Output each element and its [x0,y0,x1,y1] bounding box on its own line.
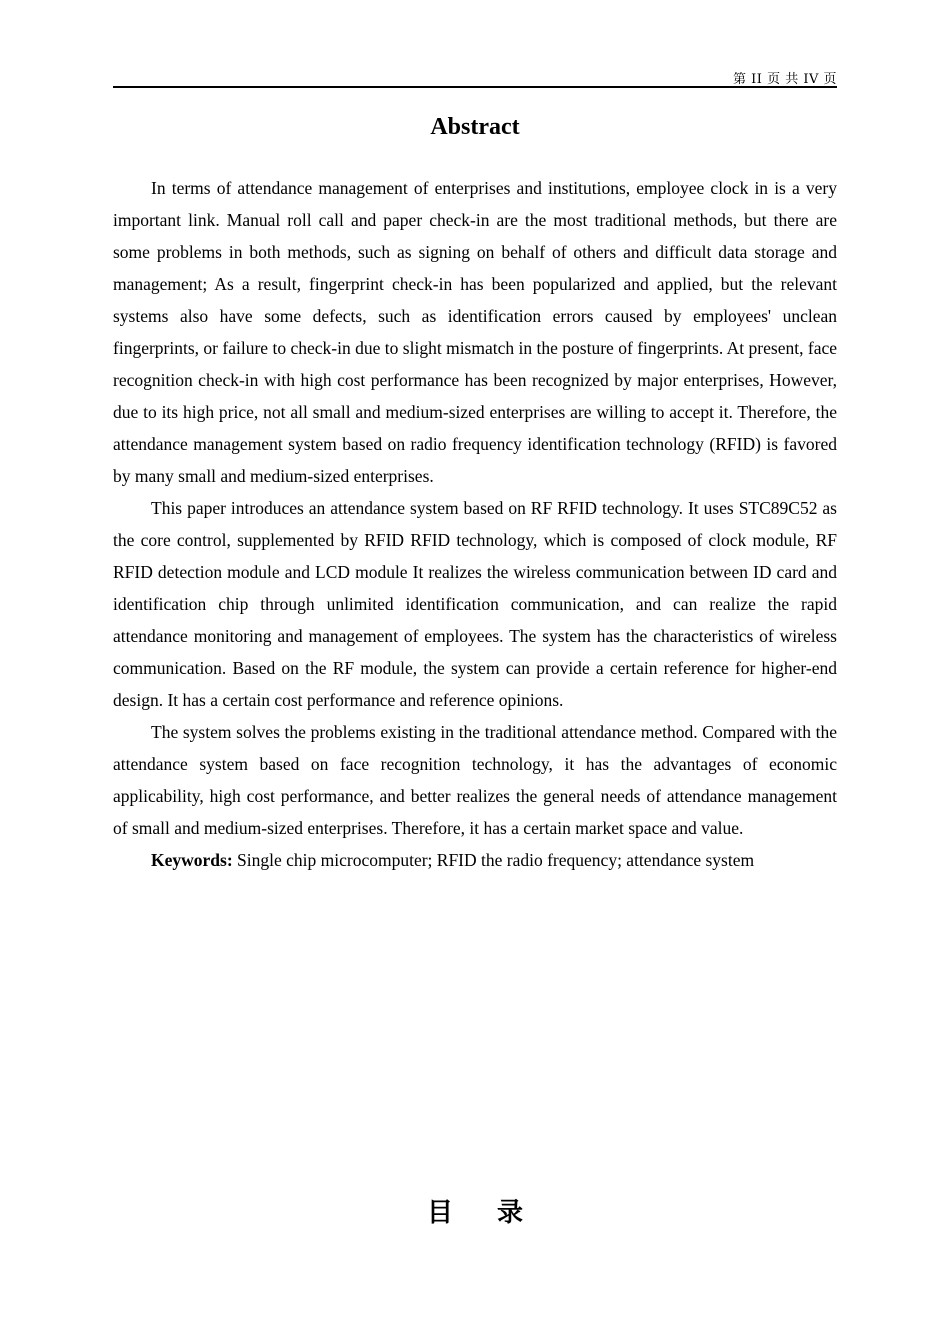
page-number: 第 II 页 共 IV 页 [733,72,837,87]
abstract-paragraph: This paper introduces an attendance system based on RF RFID technology. It uses STC89C52 as the core control, supplemented by RFID RFID technology, which is composed of clock module, RF RFID detection module and LCD module It realizes the wireless communication between ID card and identification chip through unlimited identification communication, and can realize the rapid attendance monitoring and management of employees. The system has the characteristics of wireless communication. Based on the RF module, the system can provide a certain reference for higher-end design. It has a certain cost performance and reference opinions. [113,498,837,710]
keywords-line [113,844,837,876]
keywords-text: Single chip microcomputer; RFID the radio frequency; attendance system [232,850,755,870]
abstract-title: Abstract [430,114,520,140]
abstract-paragraph: The system solves the problems existing in the traditional attendance method. Compared with the attendance system based on face recognition technology, it has the advantages of economic applicability, high cost performance, and better realizes the general needs of attendance management of small and medium-sized enterprises. Therefore, it has a certain market space and value. [113,722,837,838]
toc-title: 目录 [426,1198,567,1228]
abstract-paragraph: In terms of attendance management of enterprises and institutions, employee clock in is a very important link. Manual roll call and paper check-in are the most traditional methods, but there are some problems in both methods, such as signing on behalf of others and difficult data storage and management; As a result, fingerprint check-in has been popularized and applied, but the relevant systems also have some defects, such as identification errors caused by employees' unclean fingerprints, or failure to check-in due to slight mismatch in the posture of fingerprints. At present, face recognition check-in with high cost performance has been recognized by major enterprises, However, due to its high price, not all small and medium-sized enterprises are willing to accept it. Therefore, the attendance management system based on radio frequency identification technology (RFID) is favored by many small and medium-sized enterprises. [113,178,837,486]
abstract-body [113,172,837,876]
keywords-label: Keywords: [151,850,233,870]
page-header [113,66,837,88]
